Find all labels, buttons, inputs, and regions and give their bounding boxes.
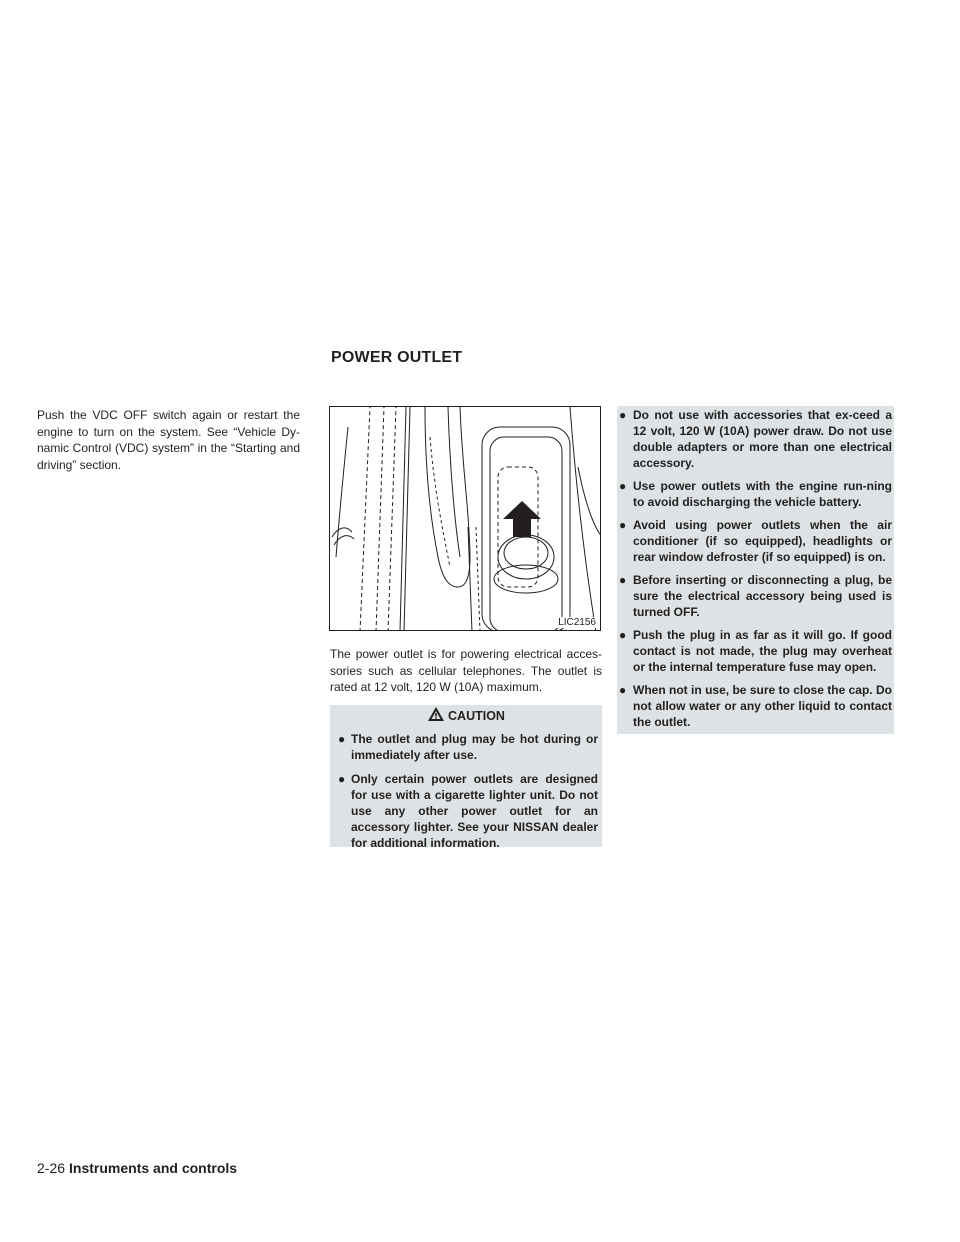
list-item: ● Only certain power outlets are designed for use with a cigarette lighter unit. Do not use any other power outlet for an accessory lighter. See your NISSAN dealer for additional information. — [338, 772, 598, 850]
bullet-icon: ● — [338, 772, 346, 786]
arrow-up-icon — [503, 501, 541, 537]
list-item: ● Avoid using power outlets when the air conditioner (if so equipped), headlights or rear window defroster (if so equipped) is on. — [619, 518, 892, 564]
warnings-list — [617, 407, 892, 730]
bullet-icon: ● — [619, 628, 627, 642]
footer-section-title: Instruments and controls — [69, 1160, 238, 1176]
caution-list — [334, 731, 598, 851]
page-number: 2-26 — [37, 1160, 66, 1176]
bullet-icon: ● — [338, 732, 346, 746]
figure-label: LIC2156 — [558, 617, 596, 628]
bullet-icon: ● — [619, 573, 627, 587]
warnings-box — [617, 406, 894, 734]
list-item: ● The outlet and plug may be hot during or immediately after use. — [338, 732, 598, 762]
vdc-paragraph: Push the VDC OFF switch again or restart the engine to turn on the system. See “Vehicle Dy-namic Control (VDC) system” in the “Starting and driving” section. — [37, 408, 300, 472]
intro-column — [330, 646, 602, 696]
bullet-icon: ● — [619, 408, 627, 422]
outlet-drawing — [330, 407, 601, 631]
intro-paragraph: The power outlet is for powering electrical acces-sories such as cellular telephones. The outlet is rated at 12 volt, 120 W (10A) maximum. — [330, 647, 602, 694]
caution-title: CAUTION — [448, 709, 505, 723]
bullet-icon: ● — [619, 479, 627, 493]
power-outlet-illustration — [329, 406, 601, 631]
list-item: ● Before inserting or disconnecting a plug, be sure the electrical accessory being used is turned OFF. — [619, 573, 892, 619]
section-title: POWER OUTLET — [331, 349, 463, 366]
bullet-icon: ● — [619, 683, 627, 697]
page-footer — [37, 1160, 237, 1176]
list-item: ● When not in use, be sure to close the cap. Do not allow water or any other liquid to contact the outlet. — [619, 683, 892, 729]
warning-triangle-icon — [427, 706, 445, 729]
list-item: ● Push the plug in as far as it will go. If good contact is not made, the plug may overheat or the internal temperature fuse may open. — [619, 628, 892, 674]
bullet-icon: ● — [619, 518, 627, 532]
caution-box — [330, 705, 602, 850]
caution-heading — [334, 705, 598, 727]
list-item: ● Do not use with accessories that ex-ceed a 12 volt, 120 W (10A) power draw. Do not use double adapters or more than one electrical accessory. — [619, 408, 892, 470]
list-item: ● Use power outlets with the engine run-ning to avoid discharging the vehicle battery. — [619, 479, 892, 509]
